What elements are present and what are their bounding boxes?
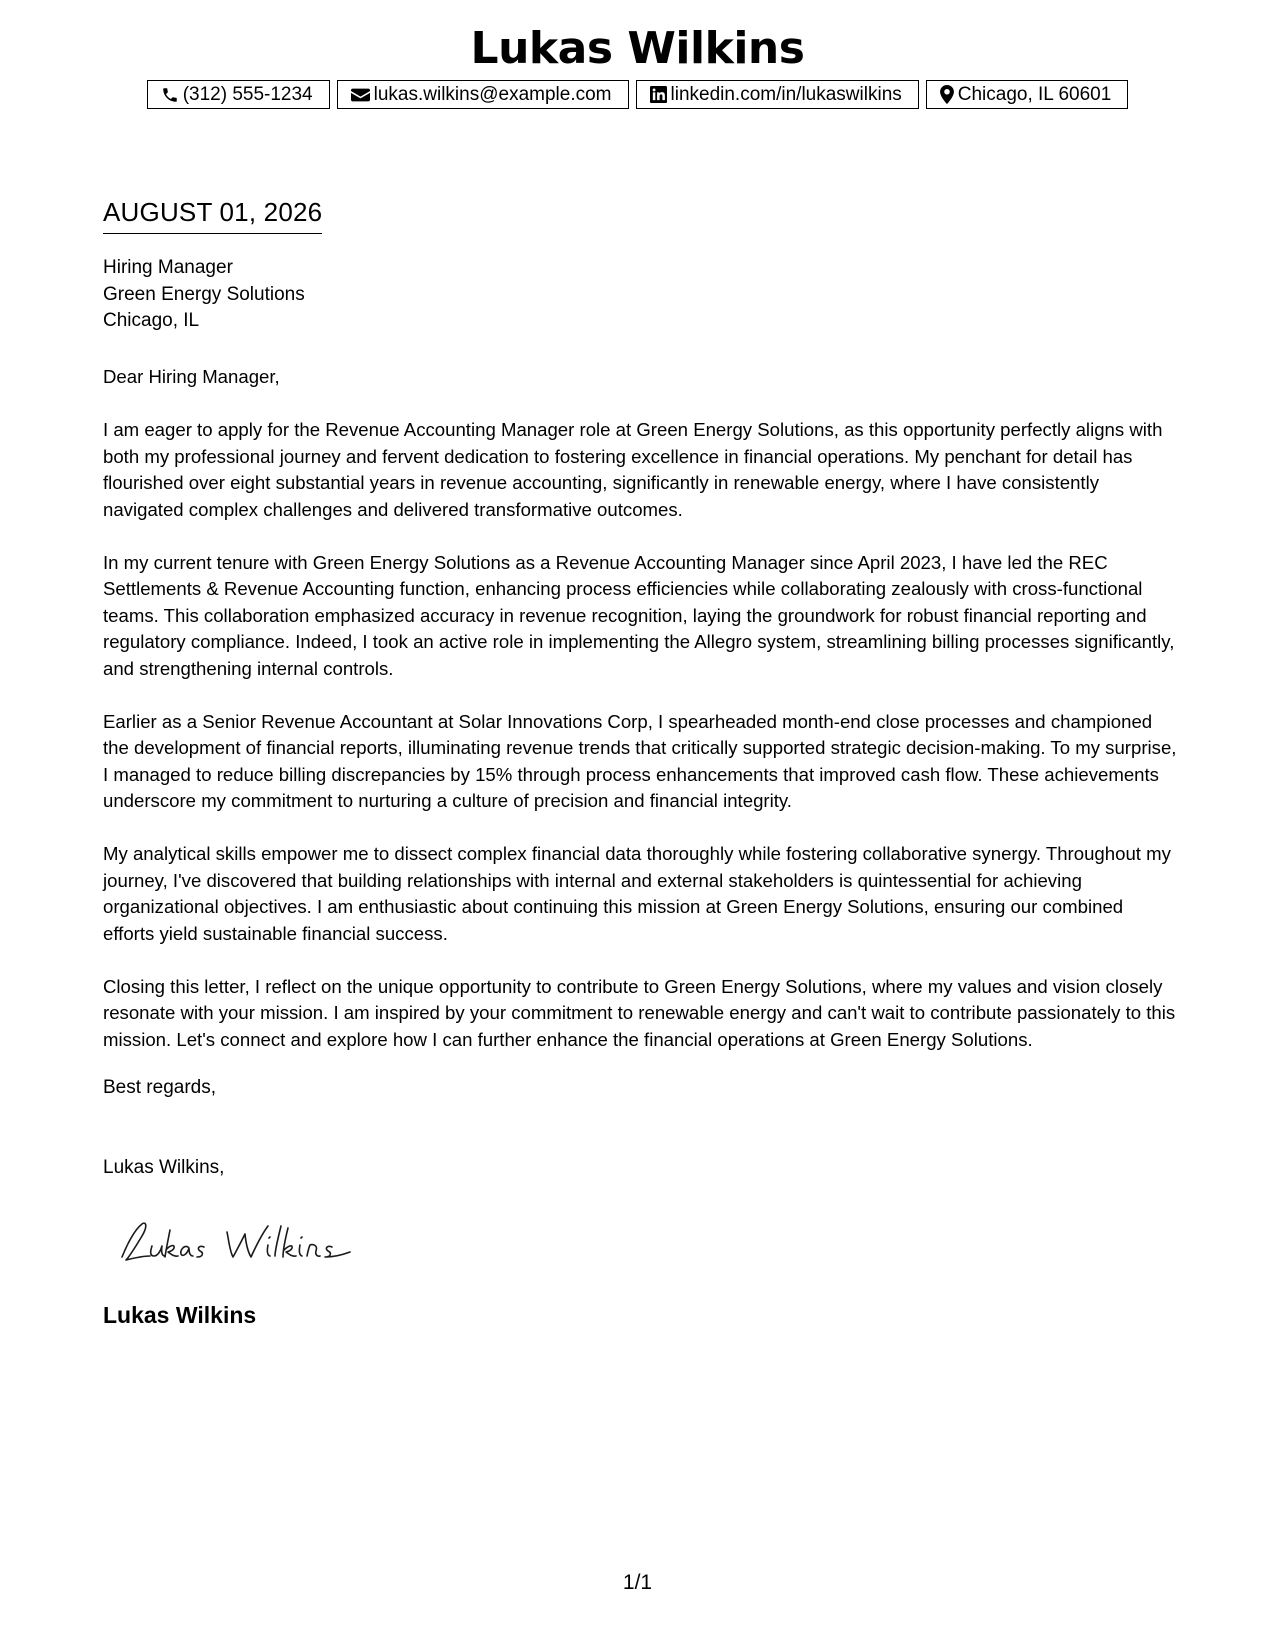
map-marker-icon: [940, 85, 954, 104]
recipient-company: Green Energy Solutions: [103, 283, 305, 305]
printed-name: Lukas Wilkins: [103, 1302, 257, 1328]
applicant-name-heading: Lukas Wilkins: [470, 23, 805, 74]
body-paragraph: In my current tenure with Green Energy Solutions as a Revenue Accounting Manager since April 2023, I have led the REC Settlements & Revenue Accounting function, enhancing process efficiencies while collaborating zealously with cross-functional teams. This collaboration emphasized accuracy in revenue recognition, laying the groundwork for robust financial reporting and regulatory compliance. Indeed, I took an active role in implementing the Allegro system, streamlining billing processes significantly, and strengthening internal controls.: [103, 551, 1175, 679]
contact-email-text: lukas.wilkins@example.com: [373, 84, 612, 105]
linkedin-icon: [650, 86, 667, 103]
body-paragraph: I am eager to apply for the Revenue Accounting Manager role at Green Energy Solutions, as this opportunity perfectly aligns with both my professional journey and fervent dedication to fostering excellence in financial operations. My penchant for detail has flourished over eight substantial years in revenue accounting, significantly in renewable energy, where I have consistently navigated complex challenges and delivered transformative outcomes.: [103, 419, 1163, 520]
body-paragraph: Closing this letter, I reflect on the unique opportunity to contribute to Green Energy Solutions, where my values and vision closely resonate with your mission. I am inspired by your commitment to renewable energy and can't wait to contribute passionately to this mission. Let's connect and explore how I can further enhance the financial operations at Green Energy Solutions.: [103, 975, 1176, 1050]
body-paragraph: My analytical skills empower me to dissect complex financial data thoroughly while fostering collaborative synergy. Throughout my journey, I've discovered that building relationships with internal and external stakeholders is quintessential for achieving organizational objectives. I am enthusiastic about continuing this mission at Green Energy Solutions, ensuring our combined efforts yield sustainable financial success.: [103, 843, 1171, 944]
salutation: Dear Hiring Manager,: [103, 366, 280, 387]
contact-location-text: Chicago, IL 60601: [957, 84, 1112, 105]
closing-text: Best regards,: [103, 1077, 216, 1098]
contact-linkedin-text: linkedin.com/in/lukaswilkins: [670, 84, 902, 105]
contact-phone-text: (312) 555-1234: [182, 84, 313, 105]
recipient-block: [103, 255, 305, 335]
envelope-icon: [351, 87, 370, 103]
contact-linkedin: [636, 80, 919, 109]
contact-info-row: [0, 80, 1275, 109]
letter-body: [103, 364, 1178, 1080]
contact-email: [337, 80, 629, 109]
page-number: 1/1: [622, 1571, 653, 1594]
letter-date: AUGUST 01, 2026: [103, 196, 322, 234]
contact-phone: [147, 80, 330, 109]
phone-icon: [161, 86, 179, 104]
recipient-title: Hiring Manager: [103, 257, 233, 278]
signature-line: Lukas Wilkins,: [103, 1157, 225, 1178]
handwritten-signature: [112, 1212, 362, 1272]
contact-location: [926, 80, 1129, 109]
body-paragraph: Earlier as a Senior Revenue Accountant at Solar Innovations Corp, I spearheaded month-end close processes and championed the development of financial reports, illuminating revenue trends that critically supported strategic decision-making. To my surprise, I managed to reduce billing discrepancies by 15% through process enhancements that improved cash flow. These achievements underscore my commitment to nurturing a culture of precision and financial integrity.: [103, 710, 1177, 811]
recipient-location: Chicago, IL: [103, 310, 200, 331]
